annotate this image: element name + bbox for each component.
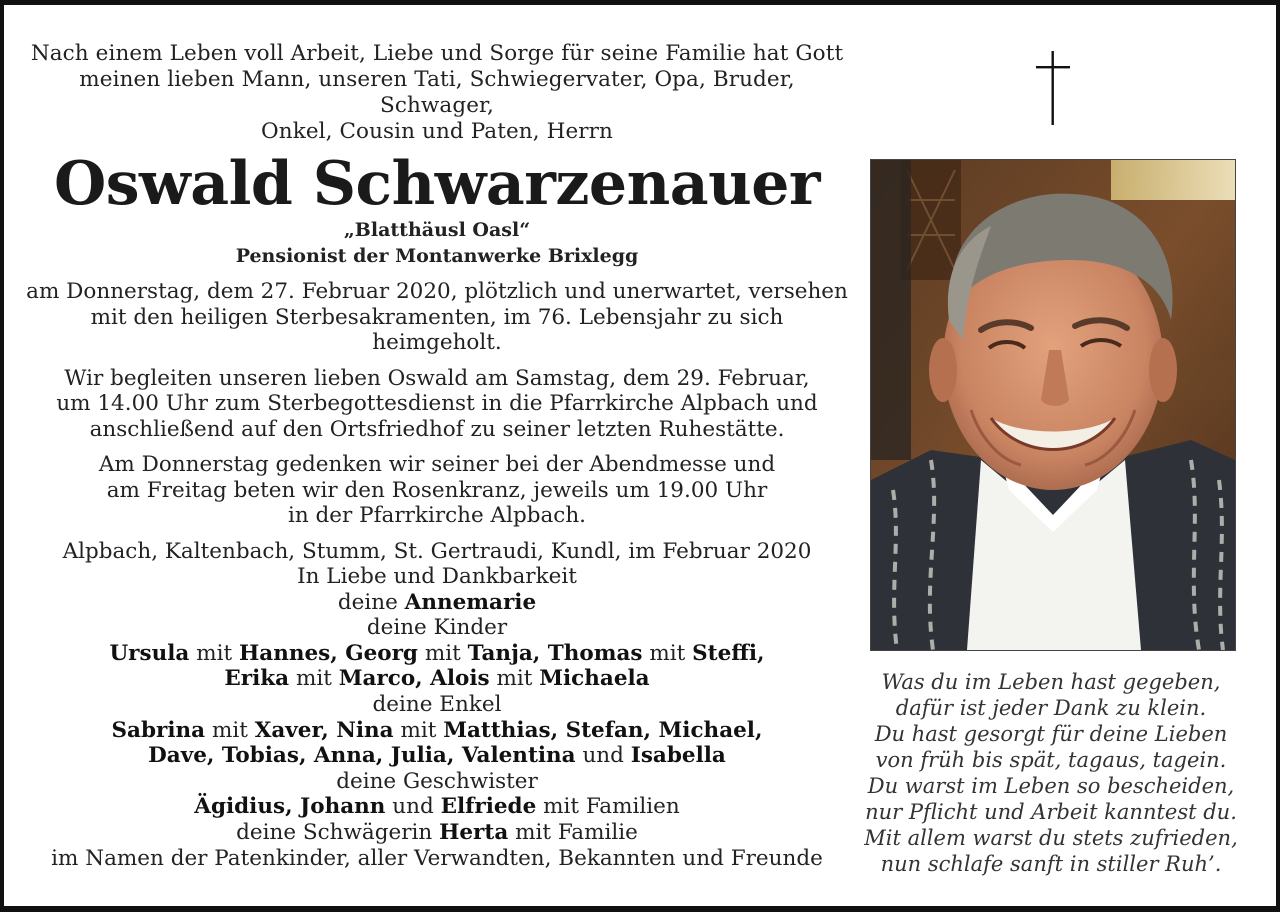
death-line: mit den heiligen Sterbesakramenten, im 76. Lebensjahr zu sich heimgeholt. xyxy=(90,304,784,355)
portrait-illustration xyxy=(871,160,1235,650)
death-announcement xyxy=(24,279,850,356)
prayer-line: Am Donnerstag gedenken wir seiner bei der Abendmesse und xyxy=(98,452,776,477)
intro-line: Nach einem Leben voll Arbeit, Liebe und Sorge für seine Familie hat Gott xyxy=(30,41,844,66)
siblings-label: deine Geschwister xyxy=(336,768,538,794)
wife-name: Annemarie xyxy=(404,589,537,615)
wife-line: deine Annemarie xyxy=(337,589,537,615)
deceased-occupation: Pensionist der Montanwerke Brixlegg xyxy=(235,245,639,267)
siblings-line: Ägidius, Johann und Elfriede mit Familien xyxy=(194,794,680,820)
prayer-line: in der Pfarrkirche Alpbach. xyxy=(287,503,587,528)
grandchildren-line: Dave, Tobias, Anna, Julia, Valentina und Isabella xyxy=(148,743,726,769)
place-date: Alpbach, Kaltenbach, Stumm, St. Gertraudi, Kundl, im Februar 2020 xyxy=(62,538,812,564)
deceased-name: Oswald Schwarzenauer xyxy=(54,149,820,219)
poem-line: nun schlafe sanft in stiller Ruh’. xyxy=(880,852,1222,876)
cross-icon xyxy=(1036,51,1070,125)
poem-line: Du warst im Leben so bescheiden, xyxy=(867,774,1235,798)
mourners-list xyxy=(24,564,850,871)
obituary-text-column xyxy=(24,41,850,871)
grandchildren-line: Sabrina mit Xaver, Nina mit Matthias, Stefan, Michael, xyxy=(111,717,763,743)
funeral-info xyxy=(24,366,850,443)
poem-line: Was du im Leben hast gegeben, xyxy=(881,670,1221,694)
intro-line: Onkel, Cousin und Paten, Herrn xyxy=(261,119,613,144)
poem xyxy=(850,669,1252,877)
poem-line: Mit allem warst du stets zufrieden, xyxy=(864,826,1238,850)
final-line: im Namen der Patenkinder, aller Verwandten, Bekannten und Freunde xyxy=(51,845,823,871)
sister-in-law-line: deine Schwägerin Herta mit Familie xyxy=(236,819,638,845)
grandchildren-label: deine Enkel xyxy=(372,691,502,717)
deceased-nickname: „Blatthäusl Oasl“ xyxy=(343,219,531,241)
children-line: Erika mit Marco, Alois mit Michaela xyxy=(224,666,650,692)
children-line: Ursula mit Hannes, Georg mit Tanja, Thomas mit Steffi, xyxy=(109,640,765,666)
closing-line: In Liebe und Dankbarkeit xyxy=(297,564,577,589)
death-line: am Donnerstag, dem 27. Februar 2020, plötzlich und unerwartet, versehen xyxy=(26,279,848,304)
intro-line: meinen lieben Mann, unseren Tati, Schwiegervater, Opa, Bruder, Schwager, xyxy=(79,67,795,118)
prayer-info xyxy=(24,452,850,529)
prayer-line: am Freitag beten wir den Rosenkranz, jeweils um 19.00 Uhr xyxy=(106,477,768,503)
poem-line: dafür ist jeder Dank zu klein. xyxy=(895,696,1207,720)
poem-line: von früh bis spät, tagaus, tagein. xyxy=(875,748,1227,772)
funeral-line: anschließend auf den Ortsfriedhof zu seiner letzten Ruhestätte. xyxy=(89,416,785,442)
funeral-line: um 14.00 Uhr zum Sterbegottesdienst in die Pfarrkirche Alpbach und xyxy=(56,391,818,416)
portrait-photo xyxy=(870,159,1236,651)
poem-line: nur Pflicht und Arbeit kanntest du. xyxy=(865,800,1237,824)
poem-line: Du hast gesorgt für deine Lieben xyxy=(874,722,1228,746)
intro-text xyxy=(24,41,850,145)
funeral-line: Wir begleiten unseren lieben Oswald am Samstag, dem 29. Februar, xyxy=(64,365,810,391)
children-label: deine Kinder xyxy=(366,615,508,641)
